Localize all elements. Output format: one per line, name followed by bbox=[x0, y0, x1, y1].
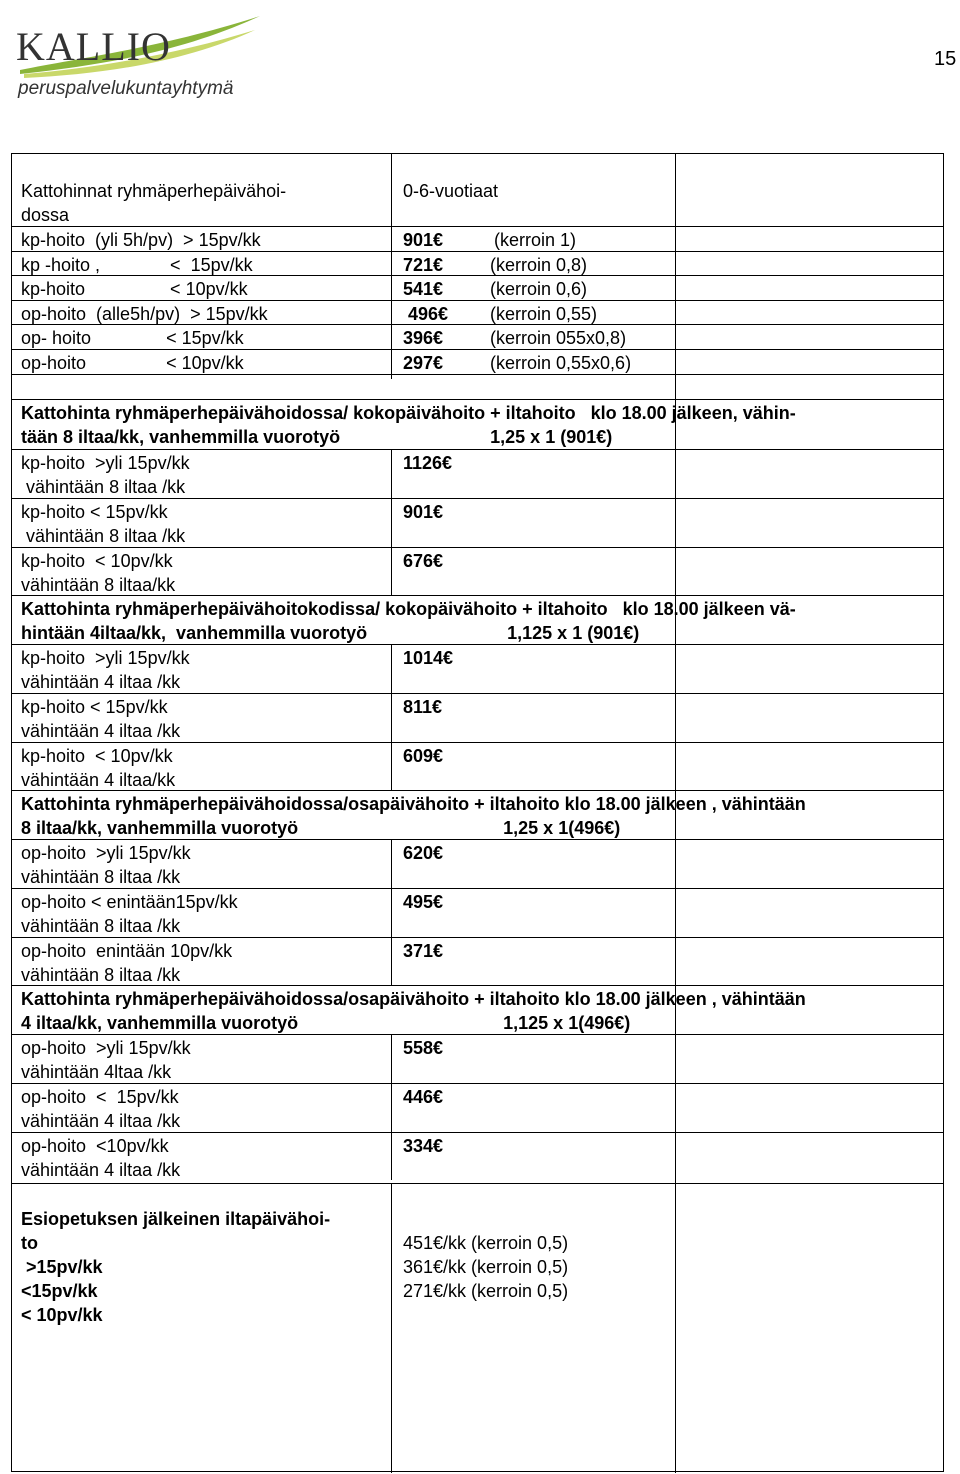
age-group-label: 0-6-vuotiaat bbox=[403, 181, 499, 201]
row-divider bbox=[12, 1183, 944, 1184]
section6-title-line2: to bbox=[21, 1233, 38, 1253]
section1-row-coef: (kerroin 0,8) bbox=[490, 255, 588, 275]
section2-row-sub: vähintään 8 iltaa/kk bbox=[21, 575, 176, 595]
section5-row-price: 558€ bbox=[403, 1038, 444, 1058]
column-divider bbox=[391, 644, 392, 790]
section1-title-line1: Kattohinnat ryhmäperhepäivähoi- bbox=[21, 181, 287, 201]
section5-row-label: op-hoito < 15pv/kk bbox=[21, 1087, 179, 1107]
section1-row-coef: (kerroin 0,55) bbox=[490, 304, 598, 324]
section3-heading-line2: hintään 4iltaa/kk, vanhemmilla vuorotyö 1,125 x 1 (901€) bbox=[21, 623, 640, 643]
section2-row-price: 901€ bbox=[403, 502, 444, 522]
section1-row-label: kp-hoito < 10pv/kk bbox=[21, 279, 248, 299]
section2-heading-line2: tään 8 iltaa/kk, vanhemmilla vuorotyö 1,25 x 1 (901€) bbox=[21, 427, 613, 447]
section1-row-label: op-hoito (alle5h/pv) > 15pv/kk bbox=[21, 304, 268, 324]
section4-row-sub: vähintään 8 iltaa /kk bbox=[21, 867, 181, 887]
section5-row-sub: vähintään 4ltaa /kk bbox=[21, 1062, 172, 1082]
section1-title-line2: dossa bbox=[21, 205, 70, 225]
section3-row-label: kp-hoito < 10pv/kk bbox=[21, 746, 173, 766]
section2-row-price: 676€ bbox=[403, 551, 444, 571]
section6-title-line1: Esiopetuksen jälkeinen iltapäivähoi- bbox=[21, 1209, 331, 1229]
section3-row-price: 1014€ bbox=[403, 648, 454, 668]
section2-row-label: kp-hoito >yli 15pv/kk bbox=[21, 453, 190, 473]
section3-row-sub: vähintään 4 iltaa/kk bbox=[21, 770, 176, 790]
section5-row-label: op-hoito >yli 15pv/kk bbox=[21, 1038, 191, 1058]
section4-row-price: 371€ bbox=[403, 941, 444, 961]
row-divider bbox=[12, 226, 944, 227]
section2-row-sub: vähintään 8 iltaa /kk bbox=[21, 477, 186, 497]
row-divider bbox=[12, 449, 944, 450]
section5-heading-line2: 4 iltaa/kk, vanhemmilla vuorotyö 1,125 x 1(496€) bbox=[21, 1013, 631, 1033]
section4-row-label: op-hoito < enintään15pv/kk bbox=[21, 892, 238, 912]
section3-row-label: kp-hoito >yli 15pv/kk bbox=[21, 648, 190, 668]
section4-row-sub: vähintään 8 iltaa /kk bbox=[21, 965, 181, 985]
section5-row-price: 446€ bbox=[403, 1087, 444, 1107]
section4-heading-line2: 8 iltaa/kk, vanhemmilla vuorotyö 1,25 x 1(496€) bbox=[21, 818, 621, 838]
column-divider bbox=[391, 154, 392, 379]
section3-row-sub: vähintään 4 iltaa /kk bbox=[21, 672, 181, 692]
section1-row-price: 396€ bbox=[403, 328, 444, 348]
section3-row-price: 811€ bbox=[403, 697, 443, 717]
column-divider bbox=[391, 1183, 392, 1473]
section4-row-label: op-hoito >yli 15pv/kk bbox=[21, 843, 191, 863]
section2-row-label: kp-hoito < 15pv/kk bbox=[21, 502, 168, 522]
price-table bbox=[11, 153, 944, 1472]
section2-row-price: 1126€ bbox=[403, 453, 453, 473]
kallio-logo bbox=[10, 8, 270, 100]
logo-name: KALLIO bbox=[16, 24, 171, 69]
section6-price: 451€/kk (kerroin 0,5) bbox=[403, 1233, 569, 1253]
section4-row-price: 620€ bbox=[403, 843, 444, 863]
page-number: 15 bbox=[934, 48, 957, 70]
row-divider bbox=[12, 399, 944, 400]
section3-row-sub: vähintään 4 iltaa /kk bbox=[21, 721, 181, 741]
section1-row-coef: (kerroin 1) bbox=[494, 230, 577, 250]
section2-heading-line1: Kattohinta ryhmäperhepäivähoidossa/ kokopäivähoito + iltahoito klo 18.00 jälkeen, vähin- bbox=[21, 403, 796, 423]
column-divider bbox=[391, 449, 392, 595]
section1-row-label: op-hoito < 10pv/kk bbox=[21, 353, 244, 373]
section1-row-coef: (kerroin 0,6) bbox=[490, 279, 588, 299]
section5-row-sub: vähintään 4 iltaa /kk bbox=[21, 1160, 181, 1180]
section1-row-price: 721€ bbox=[403, 255, 444, 275]
section4-row-sub: vähintään 8 iltaa /kk bbox=[21, 916, 181, 936]
section1-row-coef: (kerroin 0,55x0,6) bbox=[490, 353, 632, 373]
section6-price: 271€/kk (kerroin 0,5) bbox=[403, 1281, 569, 1301]
section5-row-price: 334€ bbox=[403, 1136, 444, 1156]
section4-row-price: 495€ bbox=[403, 892, 444, 912]
section3-row-price: 609€ bbox=[403, 746, 444, 766]
logo-subtitle: peruspalvelukuntayhtymä bbox=[18, 78, 234, 99]
section6-title-line5: < 10pv/kk bbox=[21, 1305, 103, 1325]
section1-row-label: kp-hoito (yli 5h/pv) > 15pv/kk bbox=[21, 230, 261, 250]
section5-row-label: op-hoito <10pv/kk bbox=[21, 1136, 169, 1156]
section1-row-coef: (kerroin 055x0,8) bbox=[490, 328, 627, 348]
section3-heading-line1: Kattohinta ryhmäperhepäivähoitokodissa/ kokopäivähoito + iltahoito klo 18.00 jälkeen vä- bbox=[21, 599, 796, 619]
section1-row-price: 297€ bbox=[403, 353, 444, 373]
section1-row-price: 901€ bbox=[403, 230, 444, 250]
column-divider bbox=[391, 1034, 392, 1180]
section1-row-price: 541€ bbox=[403, 279, 444, 299]
section5-row-sub: vähintään 4 iltaa /kk bbox=[21, 1111, 181, 1131]
section6-title-line4: <15pv/kk bbox=[21, 1281, 98, 1301]
section4-row-label: op-hoito enintään 10pv/kk bbox=[21, 941, 233, 961]
section6-price: 361€/kk (kerroin 0,5) bbox=[403, 1257, 569, 1277]
section1-row-label: op- hoito < 15pv/kk bbox=[21, 328, 244, 348]
section1-row-price: 496€ bbox=[403, 304, 449, 324]
section1-row-label: kp -hoito , < 15pv/kk bbox=[21, 255, 253, 275]
section2-row-sub: vähintään 8 iltaa /kk bbox=[21, 526, 186, 546]
section6-title-line3: >15pv/kk bbox=[21, 1257, 103, 1277]
section4-heading-line1: Kattohinta ryhmäperhepäivähoidossa/osapäivähoito + iltahoito klo 18.00 jälkeen , vähintään bbox=[21, 794, 806, 814]
column-divider bbox=[391, 839, 392, 985]
section5-heading-line1: Kattohinta ryhmäperhepäivähoidossa/osapäivähoito + iltahoito klo 18.00 jälkeen , vähintään bbox=[21, 989, 806, 1009]
section2-row-label: kp-hoito < 10pv/kk bbox=[21, 551, 173, 571]
section3-row-label: kp-hoito < 15pv/kk bbox=[21, 697, 168, 717]
